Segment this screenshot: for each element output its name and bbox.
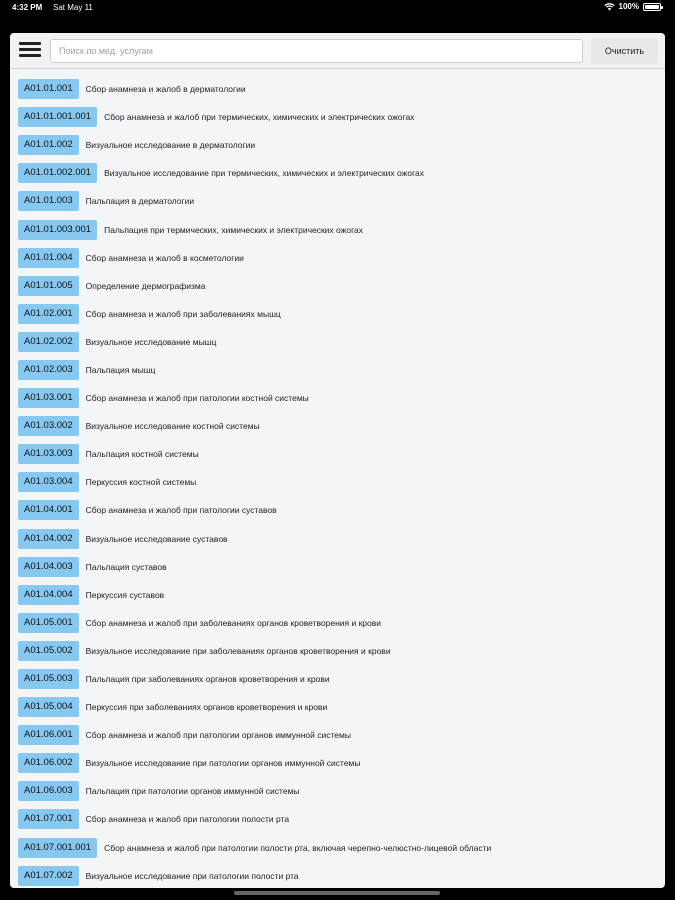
service-row[interactable] <box>10 440 665 468</box>
service-code: A01.01.004 <box>18 248 79 268</box>
service-code: A01.04.004 <box>18 585 79 605</box>
service-code: A01.03.004 <box>18 472 79 492</box>
service-code: A01.04.001 <box>18 500 79 520</box>
service-name: Пальпация в дерматологии <box>85 196 195 207</box>
battery-percent: 100% <box>618 2 639 11</box>
status-date: Sat May 11 <box>53 3 93 12</box>
service-name: Визуальное исследование при патологии полости рта <box>85 870 299 881</box>
service-code: A01.05.002 <box>18 641 79 661</box>
service-name: Сбор анамнеза и жалоб при термических, химических и электрических ожогах <box>104 112 415 123</box>
service-row[interactable] <box>10 693 665 721</box>
service-code: A01.07.001 <box>18 809 79 829</box>
service-code: A01.05.004 <box>18 697 79 717</box>
service-row[interactable] <box>10 862 665 888</box>
service-code: A01.04.003 <box>18 557 79 577</box>
service-code: A01.07.002 <box>18 866 79 886</box>
service-row[interactable] <box>10 609 665 637</box>
service-row[interactable] <box>10 272 665 300</box>
service-row[interactable] <box>10 553 665 581</box>
service-code: A01.05.001 <box>18 613 79 633</box>
service-code: A01.03.001 <box>18 388 79 408</box>
status-right <box>604 2 661 11</box>
service-row[interactable] <box>10 749 665 777</box>
service-name: Сбор анамнеза и жалоб в косметологии <box>85 252 244 263</box>
service-code: A01.03.003 <box>18 444 79 464</box>
service-name: Пальпация при термических, химических и электрических ожогах <box>104 224 363 235</box>
service-row[interactable] <box>10 384 665 412</box>
service-code: A01.02.001 <box>18 304 79 324</box>
service-name: Пальпация костной системы <box>85 449 199 460</box>
service-name: Определение дермографизма <box>85 280 206 291</box>
service-name: Сбор анамнеза и жалоб при патологии полости рта <box>85 814 290 825</box>
service-name: Визуальное исследование мышц <box>85 336 217 347</box>
service-list <box>10 75 665 888</box>
service-code: A01.01.001.001 <box>18 107 97 127</box>
service-name: Перкуссия костной системы <box>85 477 197 488</box>
service-row[interactable] <box>10 187 665 215</box>
service-row[interactable] <box>10 75 665 103</box>
service-row[interactable] <box>10 805 665 833</box>
service-code: A01.04.002 <box>18 529 79 549</box>
search-input[interactable] <box>50 39 583 63</box>
service-name: Сбор анамнеза и жалоб при заболеваниях мышц <box>85 308 281 319</box>
service-name: Сбор анамнеза и жалоб при заболеваниях органов кроветворения и крови <box>85 617 382 628</box>
service-name: Визуальное исследование при патологии органов иммунной системы <box>85 758 361 769</box>
service-code: A01.01.001 <box>18 79 79 99</box>
clear-button[interactable]: Очистить <box>591 38 658 64</box>
service-row[interactable] <box>10 103 665 131</box>
service-name: Визуальное исследование в дерматологии <box>85 140 256 151</box>
wifi-icon <box>604 2 615 11</box>
status-time: 4:32 PM <box>12 3 43 12</box>
service-code: A01.02.003 <box>18 360 79 380</box>
status-bar <box>0 0 675 16</box>
service-name: Перкуссия суставов <box>85 589 165 600</box>
service-name: Сбор анамнеза и жалоб при патологии суставов <box>85 505 277 516</box>
service-row[interactable] <box>10 637 665 665</box>
service-row[interactable] <box>10 159 665 187</box>
service-name: Пальпация при патологии органов иммунной системы <box>85 786 300 797</box>
service-code: A01.01.005 <box>18 276 79 296</box>
service-name: Визуальное исследование при заболеваниях органов кроветворения и крови <box>85 645 391 656</box>
service-name: Визуальное исследование суставов <box>85 533 228 544</box>
service-code: A01.05.003 <box>18 669 79 689</box>
service-row[interactable] <box>10 244 665 272</box>
home-indicator <box>234 891 440 895</box>
service-code: A01.01.002 <box>18 135 79 155</box>
toolbar <box>10 33 665 69</box>
battery-icon <box>643 3 661 11</box>
service-row[interactable] <box>10 328 665 356</box>
service-code: A01.03.002 <box>18 416 79 436</box>
service-code: A01.06.003 <box>18 781 79 801</box>
service-name: Пальпация мышц <box>85 364 156 375</box>
service-row[interactable] <box>10 834 665 862</box>
service-row[interactable] <box>10 665 665 693</box>
service-name: Перкуссия при заболеваниях органов кроветворения и крови <box>85 702 328 713</box>
service-row[interactable] <box>10 356 665 384</box>
service-name: Сбор анамнеза и жалоб при патологии костной системы <box>85 393 309 404</box>
app-screen <box>10 33 665 888</box>
service-row[interactable] <box>10 777 665 805</box>
service-row[interactable] <box>10 581 665 609</box>
service-name: Сбор анамнеза и жалоб в дерматологии <box>85 84 246 95</box>
menu-icon[interactable] <box>19 42 41 60</box>
service-code: A01.01.002.001 <box>18 163 97 183</box>
service-code: A01.02.002 <box>18 332 79 352</box>
service-name: Визуальное исследование при термических, химических и электрических ожогах <box>104 168 424 179</box>
service-row[interactable] <box>10 468 665 496</box>
service-row[interactable] <box>10 721 665 749</box>
service-code: A01.01.003.001 <box>18 220 97 240</box>
service-code: A01.06.002 <box>18 753 79 773</box>
service-row[interactable] <box>10 131 665 159</box>
service-name: Пальпация суставов <box>85 561 167 572</box>
service-code: A01.06.001 <box>18 725 79 745</box>
service-row[interactable] <box>10 525 665 553</box>
service-row[interactable] <box>10 215 665 243</box>
service-row[interactable] <box>10 496 665 524</box>
service-name: Визуальное исследование костной системы <box>85 421 260 432</box>
service-code: A01.01.003 <box>18 191 79 211</box>
service-row[interactable] <box>10 412 665 440</box>
service-code: A01.07.001.001 <box>18 838 97 858</box>
service-name: Сбор анамнеза и жалоб при патологии полости рта, включая черепно-челюстно-лицевой области <box>104 842 492 853</box>
service-name: Сбор анамнеза и жалоб при патологии органов иммунной системы <box>85 730 351 741</box>
service-name: Пальпация при заболеваниях органов кроветворения и крови <box>85 674 330 685</box>
service-row[interactable] <box>10 300 665 328</box>
